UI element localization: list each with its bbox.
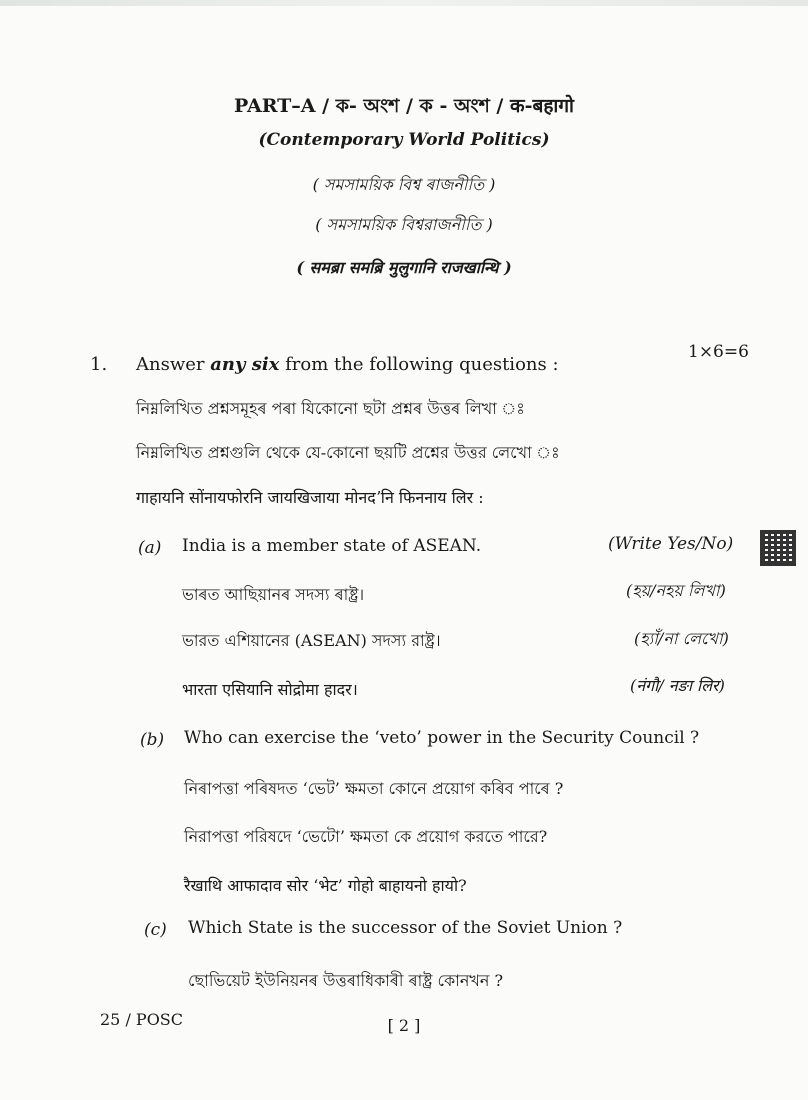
option-b-english: Who can exercise the ‘veto’ power in the Security Council ? [184,728,700,748]
option-b-bengali: নিরাপত্তা পরিষদে ‘ভেটো’ ক্ষমতা কে প্রয়োগ করতে পারে? [184,827,548,846]
option-a-bodo: भारता एसियानि सोद्रोमा हादर। [182,680,358,699]
question-instruction-assamese: নিম্নলিখিত প্ৰশ্নসমূহৰ পৰা যিকোনো ছটা প্ৰশ্নৰ উত্তৰ লিখা ঃ [136,399,525,418]
option-b-bodo: रैखाथि आफादाव सोर ‘भेट’ गोहो बाहायनो हायो? [184,876,467,895]
section-subtitle-bodo: ( समब्रा समब्रि मुलुगानि राजखान्थि ) [296,258,512,277]
question-number: 1. [90,354,108,375]
option-a-label: (a) [138,538,162,558]
question-instruction-bengali: নিম্নলিখিত প্রশ্নগুলি থেকে যে-কোনো ছয়টি প্রশ্নের উত্তর লেখো ঃ [136,443,560,462]
option-b-label: (b) [140,730,165,750]
paper-code: 25 / POSC [100,1010,184,1029]
option-a-bodo-answer-format: (नंगौ/ नङा लिर) [630,676,725,695]
option-a-bengali-answer-format: (হ্যাঁ/না লেখো) [634,629,729,648]
option-a-english-answer-format: (Write Yes/No) [608,534,734,554]
option-c-label: (c) [144,920,167,940]
question-instruction-english: Answer any six from the following questions : [136,354,559,375]
option-b-assamese: নিৰাপত্তা পৰিষদত ‘ভেট’ ক্ষমতা কোনে প্ৰয়োগ কৰিব পাৰে ? [184,779,564,798]
question-instruction-bodo: गाहायनि सोंनायफोरनि जायखिजाया मोनदʼनि फिननाय लिर : [136,488,484,507]
option-c-english: Which State is the successor of the Soviet Union ? [188,918,623,938]
question-emphasis: any six [210,354,280,375]
option-a-english: India is a member state of ASEAN. [182,536,482,556]
option-a-bengali: ভারত এশিয়ানের (ASEAN) সদস্য রাষ্ট্র। [182,631,441,650]
section-subtitle-assamese: ( সমসাময়িক বিশ্ব ৰাজনীতি ) [312,175,496,194]
marks-allocation: 1×6=6 [688,342,749,362]
option-a-assamese-answer-format: (হয়/নহয় লিখা) [626,581,726,600]
scan-edge [0,0,808,6]
option-c-assamese: ছোভিয়েট ইউনিয়নৰ উত্তৰাধিকাৰী ৰাষ্ট্ৰ কোনখন ? [188,971,504,990]
qr-code [760,530,796,566]
section-subtitle-bengali: ( সমসাময়িক বিশ্বরাজনীতি ) [315,215,493,234]
page-number: [ 2 ] [387,1016,421,1035]
part-title: PART–A / ক- অংশ / ক - অংশ / क-बहागो [234,95,574,117]
option-a-assamese: ভাৰত আছিয়ানৰ সদস্য ৰাষ্ট্ৰ। [182,585,365,604]
section-subtitle-english: (Contemporary World Politics) [258,130,550,150]
